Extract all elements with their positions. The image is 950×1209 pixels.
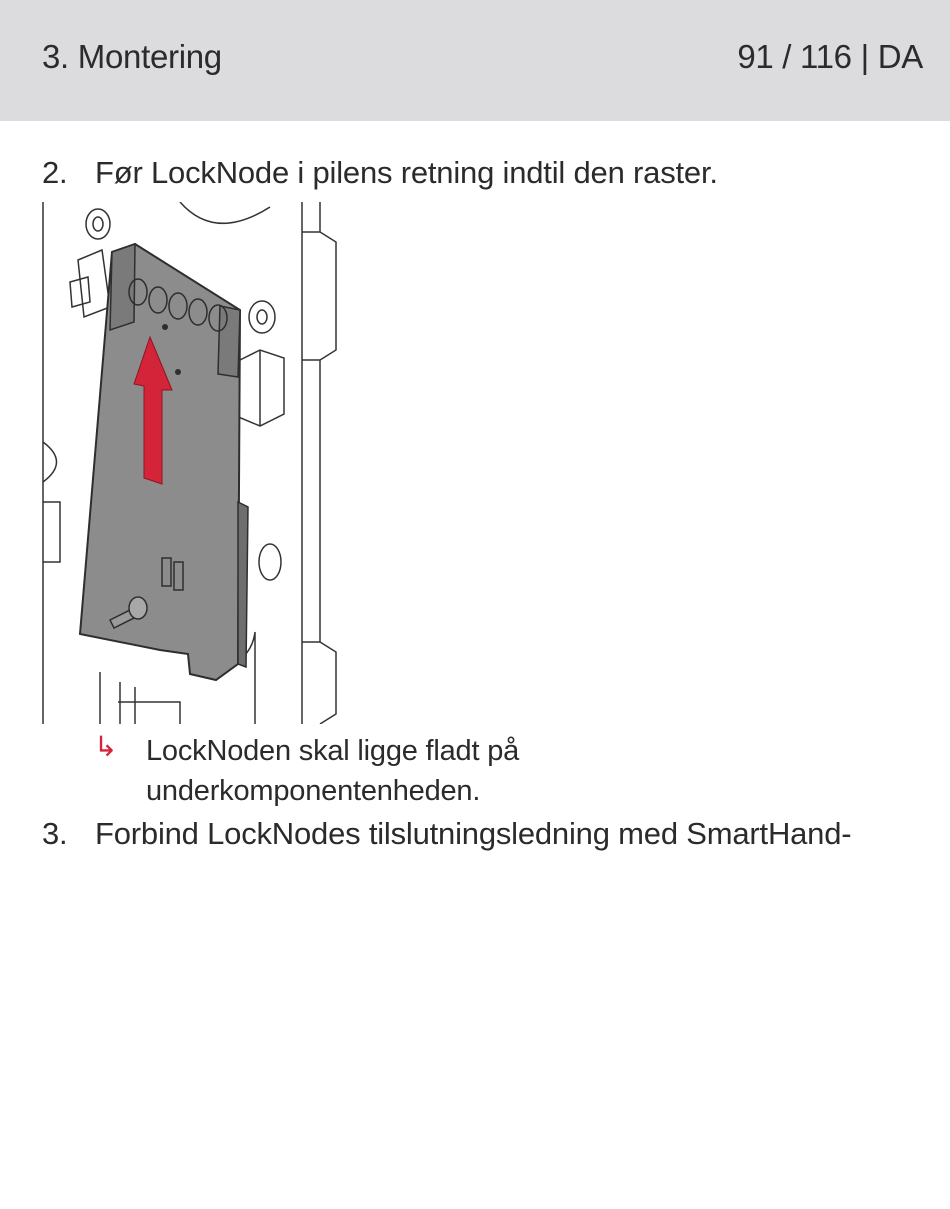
- step-number: 3.: [42, 816, 68, 851]
- step-text: Før LockNode i pilens retning indtil den raster.: [95, 155, 718, 190]
- locknode-mounting-illustration: [40, 202, 340, 724]
- section-title: 3. Montering: [42, 38, 222, 75]
- result-text: LockNoden skal ligge fladt på underkomponentenheden.: [146, 735, 520, 807]
- step-number: 2.: [42, 155, 68, 190]
- page-number: 91 / 116 | DA: [737, 38, 923, 75]
- step-text: Forbind LockNodes tilslutningsledning med SmartHand-: [95, 816, 852, 851]
- page-header: [0, 0, 950, 121]
- result-arrow-icon: ↳: [94, 731, 118, 762]
